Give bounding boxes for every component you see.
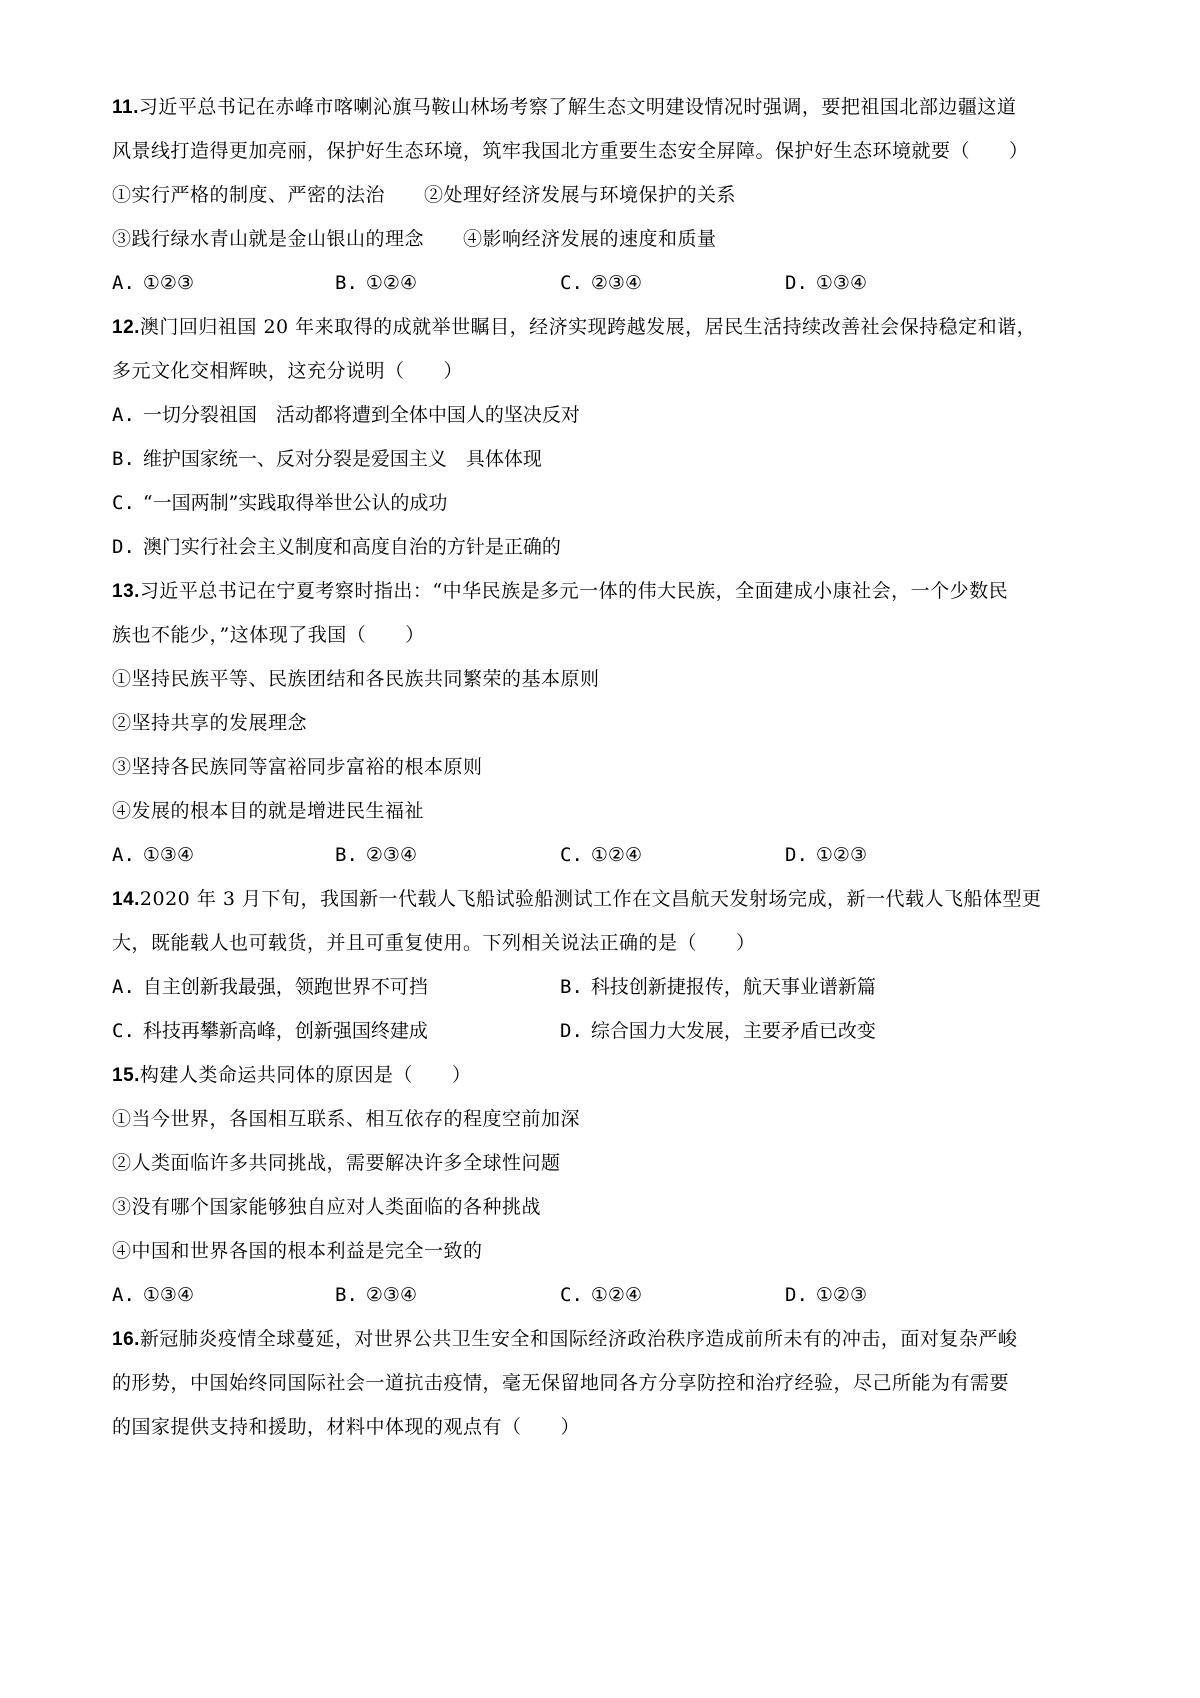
question-14-option-d[interactable]: D. 综合国力大发展，主要矛盾已改变 bbox=[560, 1020, 876, 1042]
question-12-option-a[interactable]: A. 一切分裂祖国 活动都将遭到全体中国人的坚决反对 bbox=[112, 404, 580, 426]
question-15-option-c[interactable]: C. ①②④ bbox=[560, 1284, 642, 1306]
question-13-item-1: ①坚持民族平等、民族团结和各民族共同繁荣的基本原则 bbox=[112, 668, 600, 690]
question-14-option-a[interactable]: A. 自主创新我最强，领跑世界不可挡 bbox=[112, 976, 428, 998]
question-12-number: 12. bbox=[112, 317, 140, 338]
question-16-stem-line-1: 16.新冠肺炎疫情全球蔓延，对世界公共卫生安全和国际经济政治秩序造成前所未有的冲击，面对复杂严峻 bbox=[112, 1328, 1018, 1350]
question-11-item-1: ①实行严格的制度、严密的法治 ②处理好经济发展与环境保护的关系 bbox=[112, 184, 737, 206]
question-13-item-4: ④发展的根本目的就是增进民生福祉 bbox=[112, 800, 425, 822]
question-14-number: 14. bbox=[112, 889, 140, 910]
question-15-item-4: ④中国和世界各国的根本利益是完全一致的 bbox=[112, 1240, 483, 1262]
question-12-option-d[interactable]: D. 澳门实行社会主义制度和高度自治的方针是正确的 bbox=[112, 536, 561, 558]
question-16-stem-line-3: 的国家提供支持和援助，材料中体现的观点有（ ） bbox=[112, 1416, 581, 1438]
question-11-option-b[interactable]: B. ①②④ bbox=[335, 272, 417, 294]
question-15-stem-line-1: 15.构建人类命运共同体的原因是（ ） bbox=[112, 1064, 472, 1086]
question-11-option-d[interactable]: D. ①③④ bbox=[785, 272, 867, 294]
question-15-number: 15. bbox=[112, 1065, 140, 1086]
question-13-stem-line-2: 族也不能少，”这体现了我国（ ） bbox=[112, 624, 425, 646]
question-13-option-a[interactable]: A. ①③④ bbox=[112, 844, 194, 866]
question-15-item-1: ①当今世界，各国相互联系、相互依存的程度空前加深 bbox=[112, 1108, 581, 1130]
question-13-stem-line-1: 13.习近平总书记在宁夏考察时指出：“中华民族是多元一体的伟大民族，全面建成小康社会，一个少数民 bbox=[112, 580, 1009, 602]
question-13-number: 13. bbox=[112, 581, 140, 602]
question-16-number: 16. bbox=[112, 1329, 140, 1350]
question-16-stem-line-2: 的形势，中国始终同国际社会一道抗击疫情，毫无保留地同各方分享防控和治疗经验，尽己所能为有需要 bbox=[112, 1372, 1010, 1394]
question-13-item-2: ②坚持共享的发展理念 bbox=[112, 712, 308, 734]
question-12-option-c[interactable]: C. “一国两制”实践取得举世公认的成功 bbox=[112, 492, 448, 514]
question-11-option-a[interactable]: A. ①②③ bbox=[112, 272, 194, 294]
question-12-option-b[interactable]: B. 维护国家统一、反对分裂是爱国主义 具体体现 bbox=[112, 448, 542, 470]
question-15-option-b[interactable]: B. ②③④ bbox=[335, 1284, 417, 1306]
question-13-option-c[interactable]: C. ①②④ bbox=[560, 844, 642, 866]
question-11-item-2: ③践行绿水青山就是金山银山的理念 ④影响经济发展的速度和质量 bbox=[112, 228, 717, 250]
question-14-option-b[interactable]: B. 科技创新捷报传，航天事业谱新篇 bbox=[560, 976, 876, 998]
question-11-stem-line-2: 风景线打造得更加亮丽，保护好生态环境，筑牢我国北方重要生态安全屏障。保护好生态环境就要（ ） bbox=[112, 140, 1029, 162]
question-11-option-c[interactable]: C. ②③④ bbox=[560, 272, 642, 294]
question-12-stem-line-2: 多元文化交相辉映，这充分说明（ ） bbox=[112, 360, 464, 382]
question-15-option-a[interactable]: A. ①③④ bbox=[112, 1284, 194, 1306]
question-14-stem-line-2: 大，既能载人也可载货，并且可重复使用。下列相关说法正确的是（ ） bbox=[112, 932, 756, 954]
question-15-item-3: ③没有哪个国家能够独自应对人类面临的各种挑战 bbox=[112, 1196, 542, 1218]
question-15-option-d[interactable]: D. ①②③ bbox=[785, 1284, 867, 1306]
question-13-option-d[interactable]: D. ①②③ bbox=[785, 844, 867, 866]
question-13-option-b[interactable]: B. ②③④ bbox=[335, 844, 417, 866]
question-11-number: 11. bbox=[112, 97, 139, 118]
question-14-stem-line-1: 14.2020 年 3 月下旬，我国新一代载人飞船试验船测试工作在文昌航天发射场完成，新一代载人飞船体型更 bbox=[112, 888, 1042, 910]
question-11-stem-line-1: 11.习近平总书记在赤峰市喀喇沁旗马鞍山林场考察了解生态文明建设情况时强调，要把祖国北部边疆这道 bbox=[112, 96, 1017, 118]
question-13-item-3: ③坚持各民族同等富裕同步富裕的根本原则 bbox=[112, 756, 483, 778]
question-14-option-c[interactable]: C. 科技再攀新高峰，创新强国终建成 bbox=[112, 1020, 428, 1042]
question-15-item-2: ②人类面临许多共同挑战，需要解决许多全球性问题 bbox=[112, 1152, 561, 1174]
question-12-stem-line-1: 12.澳门回归祖国 20 年来取得的成就举世瞩目，经济实现跨越发展，居民生活持续改善社会保持稳定和谐， bbox=[112, 316, 1037, 338]
